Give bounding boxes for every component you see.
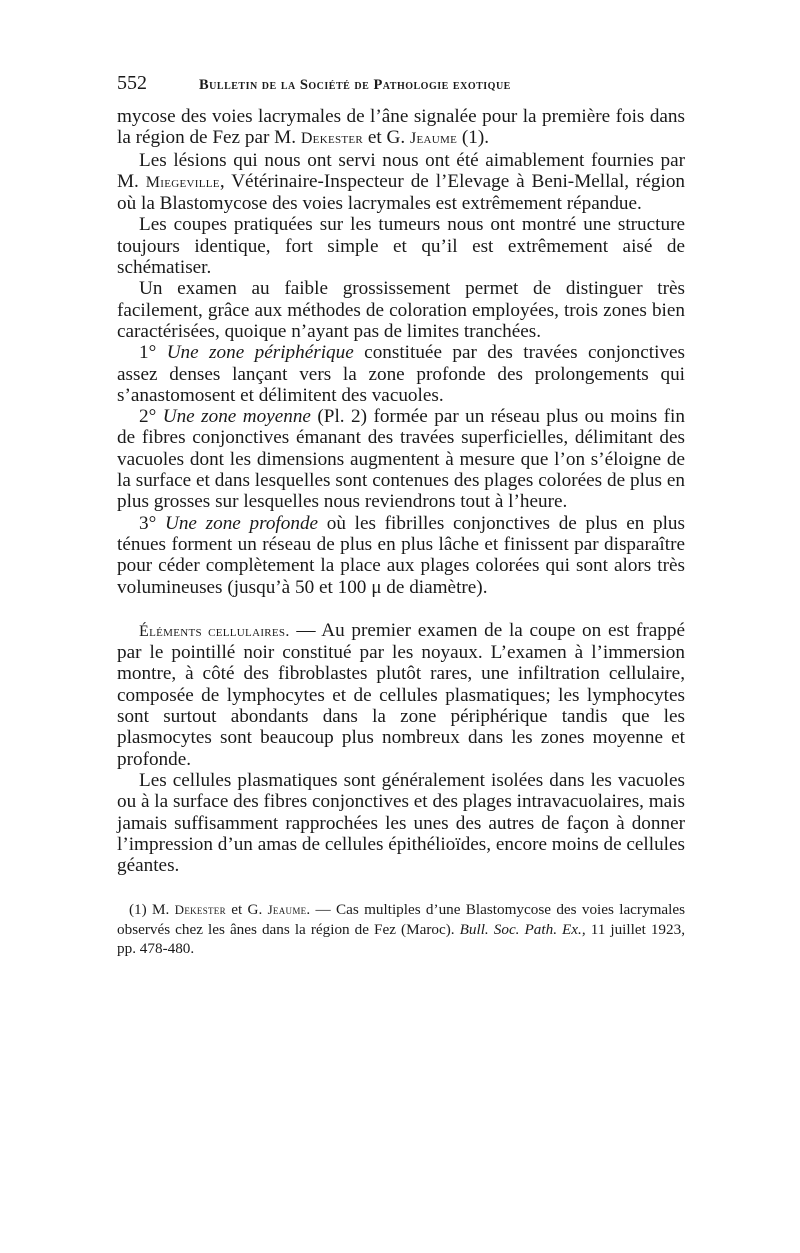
author-name: Dekester bbox=[300, 130, 364, 148]
author-name: Jeaume bbox=[267, 902, 307, 918]
zone-name: Une zone moyenne bbox=[162, 406, 311, 428]
author-name: Miegeville bbox=[145, 173, 220, 191]
paragraph-continuation: mycose des voies lacrymales de l’âne signalée pour la première fois dans la région de Fez par M. Dekester et G. Jeaume (1). bbox=[117, 106, 685, 149]
section-heading: Éléments cellulaires. bbox=[139, 622, 290, 640]
paragraph-cellules-plasmatiques: Les cellules plasmatiques sont généralement isolées dans les vacuoles ou à la surface des fibres conjonctives et des plages intravacuolaires, mais jamais suffisamment rapprochées les unes des autres de façon à donner l’impression d’un amas de cellules épithélioïdes, encore moins de cellules géantes. bbox=[117, 769, 685, 877]
zone-name: Une zone profonde bbox=[164, 512, 319, 534]
paragraph-zone-profonde: 3° Une zone profonde où les fibrilles conjonctives de plus en plus ténues forment un réseau de plus en plus lâche et finissent par disparaître pour céder complètement la place aux plages colorées qui sont alors très volumineuses (jusqu’à 50 et 100 μ de diamètre). bbox=[117, 512, 685, 598]
footnote-reference: (1). bbox=[457, 127, 490, 149]
footnotes bbox=[117, 900, 685, 959]
paragraph-lesions: Les lésions qui nous ont servi nous ont été aimablement fournies par M. Miegeville, Vétérinaire-Inspecteur de l’Elevage à Beni-Mellal, région où la Blastomycose des voies lacrymales est extrêmement répandue. bbox=[117, 149, 686, 215]
paragraph-examen: Un examen au faible grossissement permet de distinguer très facilement, grâce aux méthodes de coloration employées, trois zones bien caractérisées, quoique n’ayant pas de limites tranchées. bbox=[117, 278, 685, 342]
paragraph-zone-moyenne: 2° Une zone moyenne (Pl. 2) formée par un réseau plus ou moins fin de fibres conjonctives émanant des travées superficielles, délimitant des vacuoles dont les dimensions augmentent à mesure que l’on s’éloigne de la surface et dans lesquelles sont contenues des plages colorées de plus en plus grosses sur lesquelles nous reviendrons tout à l’heure. bbox=[117, 406, 685, 513]
paragraph-elements-cellulaires: Éléments cellulaires. — Au premier examen de la coupe on est frappé par le pointillé noir constitué par les noyaux. L’examen à l’immersion montre, à côté des fibroblastes plutôt rares, une infiltration cellulaire, composée de lymphocytes et de cellules plasmatiques; les lymphocytes sont surtout abondants dans la zone périphérique tandis que les plasmocytes sont beaucoup plus nombreux dans les zones moyenne et profonde. bbox=[117, 619, 685, 770]
zone-name: Une zone périphérique bbox=[166, 342, 354, 364]
page-header bbox=[117, 72, 685, 106]
author-name: Jeaume bbox=[409, 130, 458, 148]
journal-title: Bull. Soc. Path. Ex. bbox=[459, 920, 582, 938]
page-number: 552 bbox=[117, 72, 147, 94]
paragraph-coupes: Les coupes pratiquées sur les tumeurs nous ont montré une structure toujours identique, fort simple et qu’il est extrêmement aisé de schématiser. bbox=[117, 214, 685, 279]
author-name: Dekester bbox=[174, 902, 226, 918]
body-text bbox=[117, 106, 685, 876]
running-title: Bulletin de la Société de Pathologie exotique bbox=[199, 77, 511, 93]
page bbox=[117, 72, 685, 959]
footnote: (1) M. Dekester et G. Jeaume. — Cas multiples d’une Blastomycose des voies lacrymales observés chez les ânes dans la région de Fez (Maroc). Bull. Soc. Path. Ex., 11 juillet 1923, pp. 478-480. bbox=[117, 901, 685, 958]
paragraph-zone-peripherique: 1° Une zone périphérique constituée par des travées conjonctives assez denses lançant vers la zone profonde des prolongements qui s’anastomosent et délimitent des vacuoles. bbox=[117, 342, 685, 406]
